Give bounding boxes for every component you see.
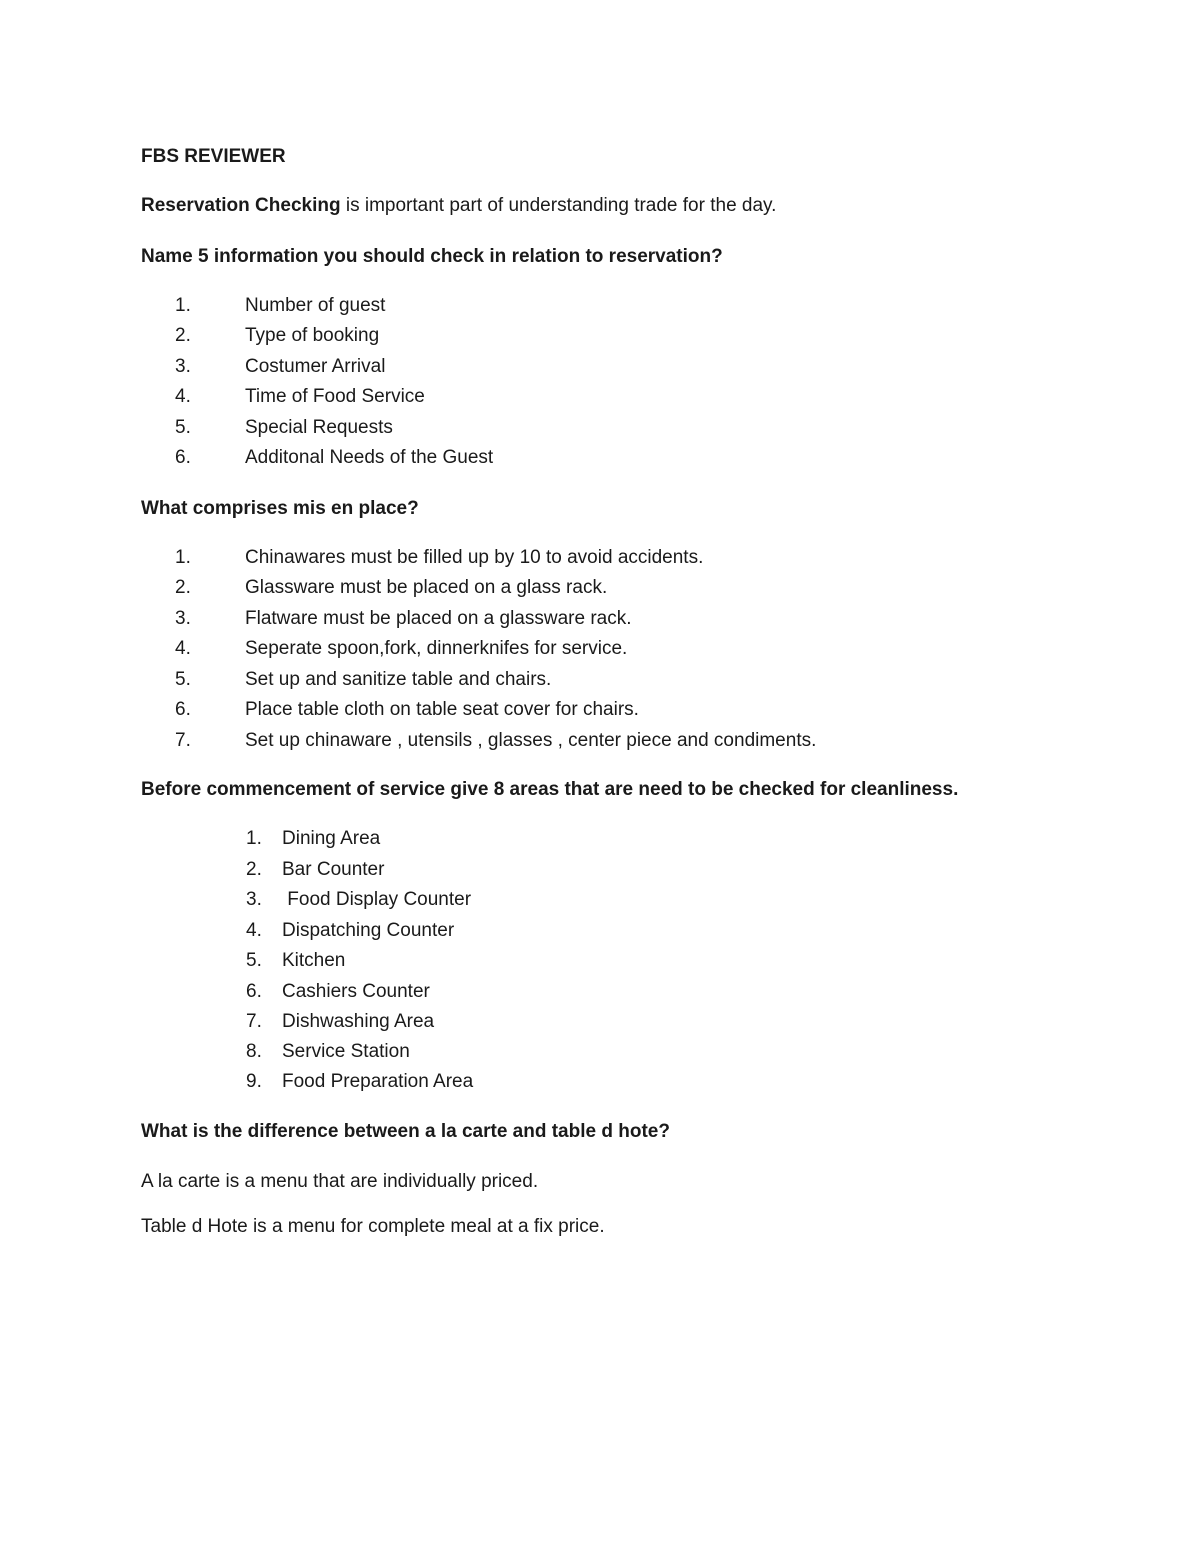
document-page: FBS REVIEWER Reservation Checking is important part of understanding trade for the day. Name 5 information you should check in relation to reservation? 1. Number of guest 2. Type of booking 3. Costumer Arrival 4. Time of Food Service 5. Special Requests 6. Additonal Needs of the Guest What comprises mis en place? 1. Chinawares must be filled up by 10 to avoid accidents. 2. Glassware must be placed on a glass rack. 3. Flatware must be placed on a glassware rack. 4. Seperate spoon,fork, dinnerknifes for service. 5. Set up and sanitize table and chairs. 6. Place table cloth on table seat cover for chairs. 7. Set up chinaware , utensils , glasses , center piece and condiments. Before commencement of service give 8 areas that are need to be checked for cleanliness. 1. Dining Area 2. Bar Counter 3. Food Display Counter 4. Dispatching Counter 5. Kitchen 6. Cashiers Counter 7. Dishwashing Area 8. Service Station 9. Food Preparation Area What is the difference between a la carte and table d hote? A la carte is a menu that are individually priced. Table d Hote is a menu for complete meal at a fix price. xyxy=(141,146,959,1237)
intro-term: Reservation Checking xyxy=(141,195,341,216)
answer-table-d-hote: Table d Hote is a menu for complete meal at a fix price. xyxy=(141,1216,605,1237)
question-2: What comprises mis en place? xyxy=(141,498,419,519)
document-title: FBS REVIEWER xyxy=(141,146,286,167)
question-1: Name 5 information you should check in relation to reservation? xyxy=(141,246,723,267)
question-3: Before commencement of service give 8 areas that are need to be checked for cleanliness. xyxy=(141,779,959,800)
answer-a-la-carte: A la carte is a menu that are individually priced. xyxy=(141,1171,539,1192)
intro-paragraph xyxy=(141,194,776,218)
question-4: What is the difference between a la carte and table d hote? xyxy=(141,1121,670,1142)
intro-text: is important part of understanding trade for the day. xyxy=(340,195,777,216)
